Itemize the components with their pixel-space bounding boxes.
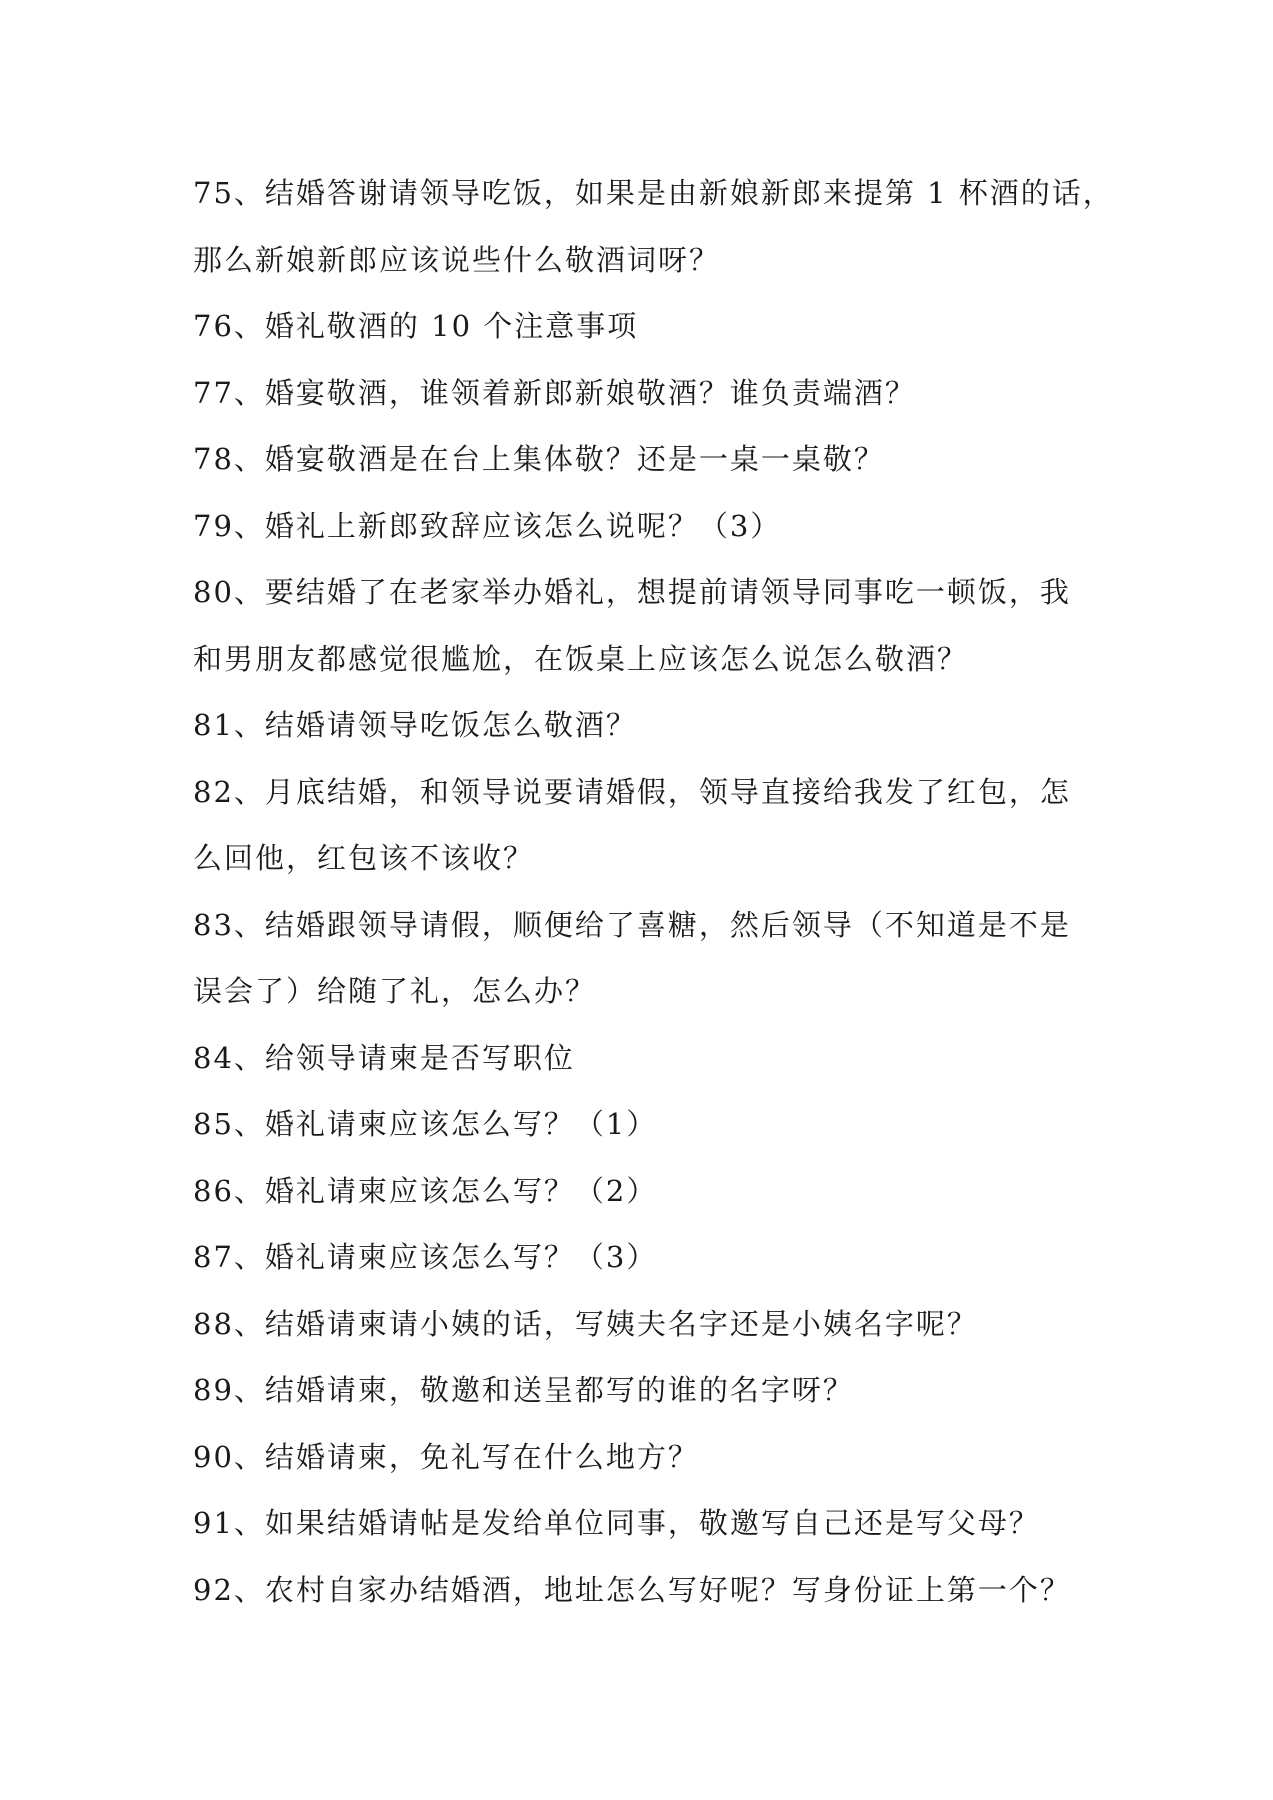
text-line: 83、结婚跟领导请假，顺便给了喜糖，然后领导（不知道是不是 [193, 907, 1071, 942]
text-line: 80、要结婚了在老家举办婚礼，想提前请领导同事吃一顿饭，我 [193, 575, 1071, 609]
text-line: 89、结婚请柬，敬邀和送呈都写的谁的名字呀？ [193, 1373, 854, 1407]
text-line: 82、月底结婚，和领导说要请婚假，领导直接给我发了红包，怎 [193, 774, 1071, 809]
text-line: 79、婚礼上新郎致辞应该怎么说呢？（3） [193, 508, 782, 543]
text-line: 85、婚礼请柬应该怎么写？（1） [193, 1107, 658, 1141]
text-line: 么回他，红包该不该收？ [193, 841, 535, 875]
question-list [193, 160, 1114, 1623]
text-line: 84、给领导请柬是否写职位 [193, 1040, 575, 1075]
text-line: 92、农村自家办结婚酒，地址怎么写好呢？写身份证上第一个？ [193, 1572, 1071, 1607]
text-line: 81、结婚请领导吃饭怎么敬酒？ [193, 708, 637, 742]
text-line: 76、婚礼敬酒的 10 个注意事项 [193, 309, 639, 343]
text-line: 误会了）给随了礼，怎么办？ [193, 974, 597, 1008]
text-line: 77、婚宴敬酒，谁领着新郎新娘敬酒？谁负责端酒？ [193, 375, 916, 410]
text-line: 87、婚礼请柬应该怎么写？（3） [193, 1240, 658, 1274]
text-line: 75、结婚答谢请领导吃饭，如果是由新娘新郎来提第 1 杯酒的话， [193, 176, 1114, 210]
text-line: 90、结婚请柬，免礼写在什么地方？ [193, 1439, 699, 1474]
text-line: 91、如果结婚请帖是发给单位同事，敬邀写自己还是写父母？ [193, 1506, 1040, 1540]
text-line: 78、婚宴敬酒是在台上集体敬？还是一桌一桌敬？ [193, 442, 885, 476]
text-line: 86、婚礼请柬应该怎么写？（2） [193, 1173, 658, 1208]
text-line: 88、结婚请柬请小姨的话，写姨夫名字还是小姨名字呢？ [193, 1306, 978, 1341]
text-line: 和男朋友都感觉很尴尬，在饭桌上应该怎么说怎么敬酒？ [193, 641, 969, 676]
text-line: 那么新娘新郎应该说些什么敬酒词呀？ [193, 242, 721, 277]
